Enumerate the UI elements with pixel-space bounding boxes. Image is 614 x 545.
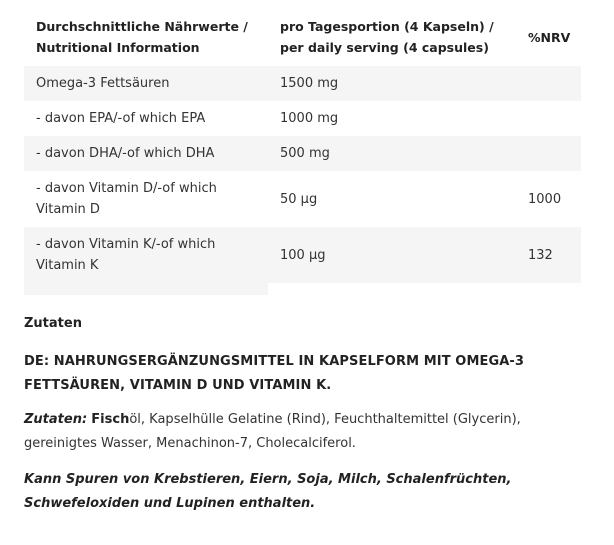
ingredients-text xyxy=(24,408,590,456)
ingredients-list: öl, Kapselhülle Gelatine (Rind), Feuchthaltemittel (Glycerin), gereinigtes Wasser, Menachinon-7, Cholecalciferol. xyxy=(24,412,521,451)
nutrient-nrv: 1000 xyxy=(528,191,562,207)
nutrition-table xyxy=(24,8,581,283)
nutrient-nrv xyxy=(520,136,581,171)
nutrient-name: - davon Vitamin D/-of which Vitamin D xyxy=(36,181,217,217)
nutrient-name: - davon EPA/-of which EPA xyxy=(36,111,206,126)
header-per-serving: pro Tagesportion (4 Kapseln) / per daily serving (4 capsules) xyxy=(280,19,494,55)
ingredients-label: Zutaten: xyxy=(24,412,88,427)
table-row xyxy=(24,227,581,283)
table-footer-shade xyxy=(24,283,268,295)
allergen-note: Kann Spuren von Krebstieren, Eiern, Soja, Milch, Schalenfrüchten, Schwefeloxiden und Lupinen enthalten. xyxy=(24,472,512,511)
nutrient-amount: 50 µg xyxy=(280,191,318,207)
table-row xyxy=(24,136,581,171)
nutrient-name: Omega-3 Fettsäuren xyxy=(24,66,268,101)
nutrient-nrv xyxy=(520,101,581,136)
table-row xyxy=(24,171,581,227)
nutrient-name: - davon DHA/-of which DHA xyxy=(24,136,268,171)
nutrient-nrv xyxy=(520,66,581,101)
nutrient-amount: 1500 mg xyxy=(268,66,520,101)
header-nrv: %NRV xyxy=(528,29,571,45)
nutrient-name: - davon Vitamin K/-of which Vitamin K xyxy=(24,227,268,283)
nutrient-amount: 100 µg xyxy=(268,227,520,283)
table-header-row xyxy=(24,8,581,66)
ingredients-heading: Zutaten xyxy=(24,316,82,331)
nutrient-amount: 1000 mg xyxy=(280,111,339,126)
product-description: DE: NAHRUNGSERGÄNZUNGSMITTEL IN KAPSELFORM MIT OMEGA-3 FETTSÄUREN, VITAMIN D UND VITAMIN K. xyxy=(24,354,525,393)
table-row xyxy=(24,66,581,101)
nutrient-nrv: 132 xyxy=(520,227,581,283)
ingredients-allergen-highlight: Fisch xyxy=(91,412,130,427)
nutrient-amount: 500 mg xyxy=(268,136,520,171)
header-nutrients: Durchschnittliche Nährwerte / Nutritional Information xyxy=(36,19,248,55)
table-row xyxy=(24,101,581,136)
